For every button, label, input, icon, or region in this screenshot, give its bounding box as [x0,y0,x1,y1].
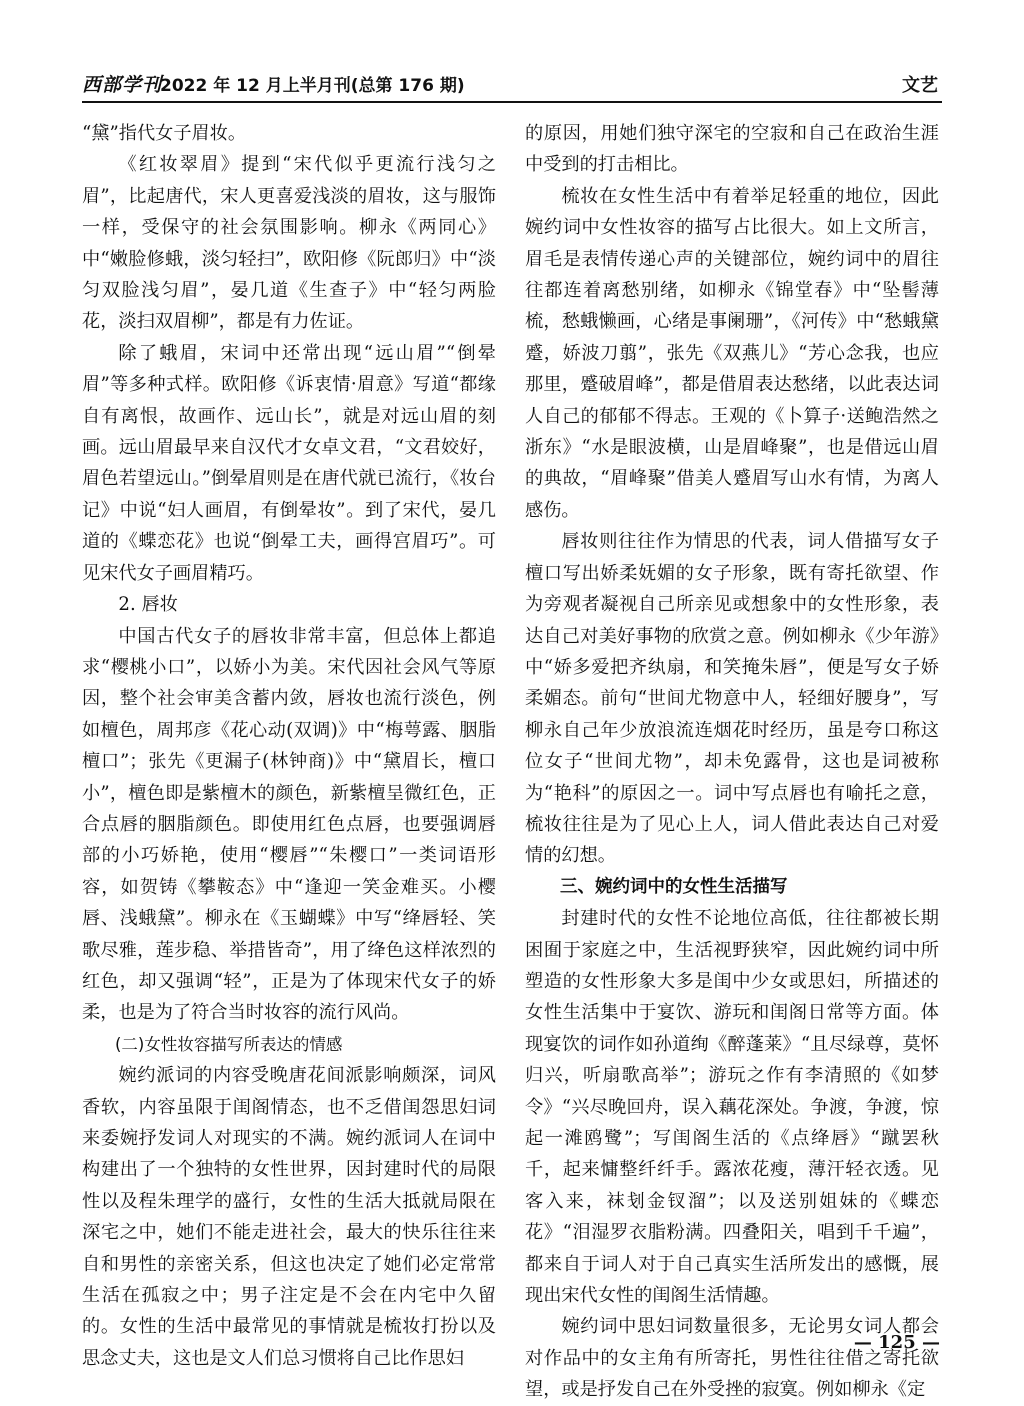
subsection-heading-lip-makeup: 2. 唇妆 [118,594,178,616]
journal-logo: 西部学刊 [82,74,163,96]
subsection-heading-emotion: (二)女性妆容描写所表达的情感 [115,1034,343,1054]
paragraph: “黛”指代女子眉妆。 [82,123,247,144]
paragraph: 《红妆翠眉》提到“宋代似乎更流行浅匀之眉”，比起唐代，宋人更喜爱浅淡的眉妆，这与服饰一样，受保守的社会氛围影响。柳永《两同心》中“嫩脸修蛾，淡匀轻扫”，欧阳修《阮郎归》中“淡匀双脸浅匀眉”，晏几道《生查子》中“轻匀两脸花，淡扫双眉柳”，都是有力佐证。 [82,154,496,333]
paragraph: 除了蛾眉，宋词中还常出现“远山眉”“倒晕眉”等多种式样。欧阳修《诉衷情·眉意》写道“都缘自有离恨，故画作、远山长”，就是对远山眉的刻画。远山眉最早来自汉代才女卓文君，“文君姣好，眉色若望远山。”倒晕眉则是在唐代就已流行，《妆台记》中说“妇人画眉，有倒晕妆”。到了宋代，晏几道的《蝶恋花》也说“倒晕工夫，画得宫眉巧”。可见宋代女子画眉精巧。 [82,342,496,584]
paragraph: 梳妆在女性生活中有着举足轻重的地位，因此婉约词中女性妆容的描写占比很大。如上文所言，眉毛是表情传递心声的关键部位，婉约词中的眉往往都连着离愁别绪，如柳永《锦堂春》中“坠髻薄梳，愁蛾懒画，心绪是事阑珊”，《河传》中“愁蛾黛蹙，娇波刀翦”，张先《双燕儿》“芳心念我，也应那里，蹙破眉峰”，都是借眉表达愁绪，以此表达词人自己的郁郁不得志。王观的《卜算子·送鲍浩然之浙东》“水是眼波横，山是眉峰聚”，也是借远山眉的典故，“眉峰聚”借美人蹙眉写山水有情，为离人感伤。 [525,185,939,521]
left-column [82,118,496,1374]
paragraph: 封建时代的女性不论地位高低，往往都被长期困囿于家庭之中，生活视野狭窄，因此婉约词中所塑造的女性形象大多是闺中少女或思妇，所描述的女性生活集中于宴饮、游玩和闺阁日常等方面。体现宴饮的词作如孙道绚《醉蓬莱》“且尽绿尊，莫怀归兴，听扇歌高举”；游玩之作有李清照的《如梦令》“兴尽晚回舟，误入藕花深处。争渡，争渡，惊起一滩鸥鹭”；写闺阁生活的《点绛唇》“蹴罢秋千，起来慵整纤纤手。露浓花瘦，薄汗轻衣透。见客入来，袜刬金钗溜”；以及送别姐妹的《蝶恋花》“泪湿罗衣脂粉满。四叠阳关，唱到千千遍”，都来自于词人对于自己真实生活所发出的感慨，展现出宋代女性的闺阁生活情趣。 [525,908,939,1307]
right-column [525,118,939,1406]
paragraph: 婉约词中思妇词数量很多，无论男女词人都会对作品中的女主角有所寄托，男性往往借之寄托欲望，或是抒发自己在外受挫的寂寞。例如柳永《定 [525,1316,939,1401]
section-label: 文艺 [902,75,938,96]
page-number: — 125 — [853,1332,940,1353]
section-heading-female-life: 三、婉约词中的女性生活描写 [560,876,788,897]
header-rule [82,101,942,103]
paragraph: 中国古代女子的唇妆非常丰富，但总体上都追求“樱桃小口”，以娇小为美。宋代因社会风气等原因，整个社会审美含蓄内敛，唇妆也流行淡色，例如檀色，周邦彦《花心动(双调)》中“梅萼露、胭脂檀口”；张先《更漏子(林钟商)》中“黛眉长，檀口小”，檀色即是紫檀木的颜色，新紫檀呈微红色，正合点唇的胭脂颜色。即使用红色点唇，也要强调唇部的小巧娇艳，使用“樱唇”“朱樱口”一类词语形容，如贺铸《攀鞍态》中“逢迎一笑金难买。小樱唇、浅蛾黛”。柳永在《玉蝴蝶》中写“绛唇轻、笑歌尽雅，莲步稳、举措皆奇”，用了绛色这样浓烈的红色，却又强调“轻”，正是为了体现宋代女子的娇柔，也是为了符合当时妆容的流行风尚。 [82,625,496,1024]
paragraph: 唇妆则往往作为情思的代表，词人借描写女子檀口写出娇柔妩媚的女子形象，既有寄托欲望、作为旁观者凝视自己所亲见或想象中的女性形象，表达自己对美好事物的欣赏之意。例如柳永《少年游》中“娇多爱把齐纨扇，和笑掩朱唇”，便是写女子娇柔媚态。前句“世间尤物意中人，轻细好腰身”，写柳永自己年少放浪流连烟花时经历，虽是夸口称这位女子“世间尤物”，却未免露骨，这也是词被称为“艳科”的原因之一。词中写点唇也有喻托之意，梳妆往往是为了见心上人，词人借此表达自己对爱情的幻想。 [525,531,939,867]
running-header [82,66,942,102]
paragraph: 的原因，用她们独守深宅的空寂和自己在政治生涯中受到的打击相比。 [525,123,939,176]
paragraph: 婉约派词的内容受晚唐花间派影响颇深，词风香软，内容虽限于闺阁情态，也不乏借闺怨思妇词来委婉抒发词人对现实的不满。婉约派词人在词中构建出了一个独特的女性世界，因封建时代的局限性以及程朱理学的盛行，女性的生活大抵就局限在深宅之中，她们不能走进社会，最大的快乐往往来自和男性的亲密关系，但这也决定了她们必定常常生活在孤寂之中；男子注定是不会在内宅中久留的。女性的生活中最常见的事情就是梳妆打扮以及思念丈夫，这也是文人们总习惯将自己比作思妇 [82,1065,496,1369]
issue-label: 2022 年 12 月上半月刊(总第 176 期) [160,76,465,96]
